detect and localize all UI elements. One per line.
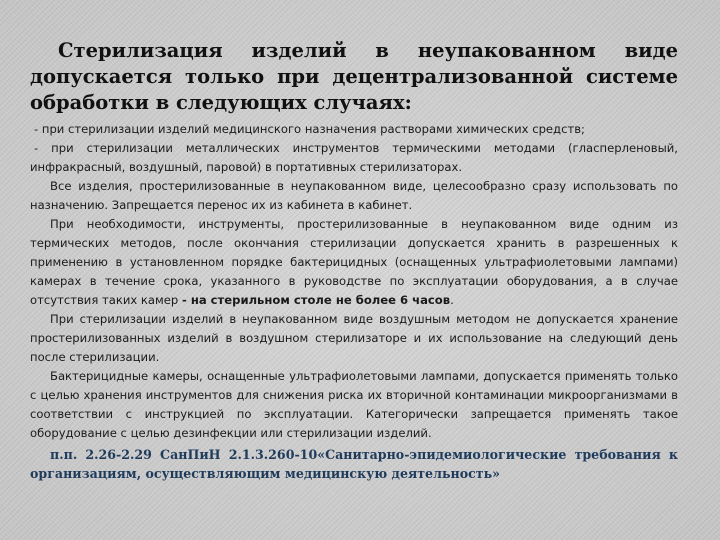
paragraph-chemical-sterilization: - при стерилизации изделий медицинского назначения растворами химических средств;: [34, 122, 585, 136]
storage-main-text: При необходимости, инструменты, простерилизованные в неупакованном виде одним из термических методов, после окончания стерилизации допускается хранить в разрешенных к применению в установленном порядке бактерицидных (оснащенных ультрафиолетовыми лампами) камерах в течение срока, указанного в руководстве по эксплуатации оборудования, а в случае отсутствия таких камер: [30, 217, 678, 307]
paragraph-uv-chambers: Бактерицидные камеры, оснащенные ультрафиолетовыми лампами, допускается применять только с целью хранения инструментов для снижения риска их вторичной контаминации микроорганизмами в соответствии с инструкцией по эксплуатации. Категорически запрещается применять такое оборудование с целью дезинфекции или стерилизации изделий.: [30, 369, 678, 440]
heading-text: Стерилизация изделий в неупакованном виде допускается только при децентрализованной системе обработки в следующих случаях:: [30, 39, 678, 114]
paragraph-storage: [30, 215, 678, 310]
storage-bold-text: - на стерильном столе не более 6 часов: [181, 293, 451, 307]
slide-heading: [30, 38, 678, 116]
paragraph-thermal-methods: - при стерилизации металлических инструментов термическими методами (гласперленовый, инфракрасный, воздушный, паровой) в портативных стерилизаторах.: [30, 141, 678, 174]
paragraph-air-method: При стерилизации изделий в неупакованном виде воздушным методом не допускается хранение простерилизованных изделий в воздушном стерилизаторе и их использование на следующий день после стерилизации.: [30, 312, 678, 364]
source-reference: п.п. 2.26-2.29 СанПиН 2.1.3.260-10«Санитарно-эпидемиологические требования к организациям, осуществляющим медицинскую деятельность»: [30, 447, 678, 481]
paragraph-immediate-use: Все изделия, простерилизованные в неупакованном виде, целесообразно сразу использовать по назначению. Запрещается перенос их из кабинета в кабинет.: [30, 179, 678, 212]
storage-end-text: .: [450, 293, 454, 307]
body-text: [30, 120, 678, 443]
slide-content: [30, 38, 678, 483]
